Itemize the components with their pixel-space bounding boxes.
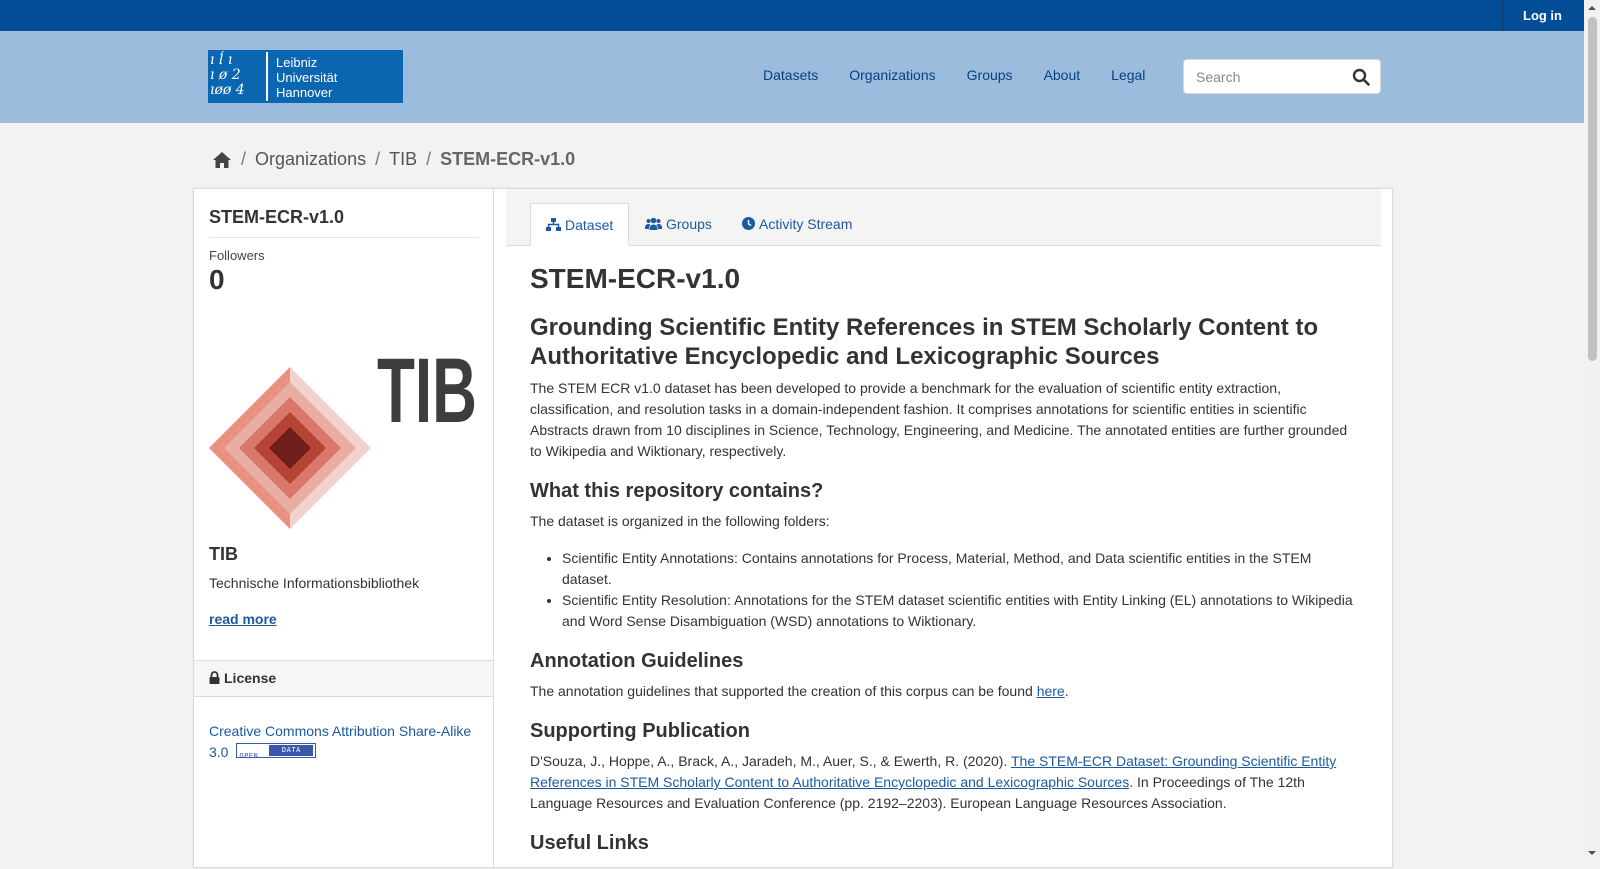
breadcrumb-separator: / [426, 149, 432, 169]
home-icon[interactable] [212, 150, 232, 170]
logo-divider [266, 52, 268, 101]
guidelines-link[interactable]: here [1036, 683, 1065, 699]
nav-legal[interactable]: Legal [1111, 67, 1146, 83]
tab-dataset[interactable] [530, 203, 629, 246]
university-logo[interactable] [208, 50, 403, 103]
list-item: • Scientific Entity Annotations: Contains annotations for Process, Material, Method, and Data scientific entities in the STEM dataset. [562, 548, 1355, 590]
tab-label: Activity Stream [759, 216, 853, 232]
sidebar [194, 189, 494, 869]
breadcrumb-organizations[interactable]: Organizations [255, 149, 367, 169]
nav-datasets[interactable]: Datasets [763, 67, 819, 83]
search-box [1183, 59, 1381, 94]
publication-authors: D'Souza, J., Hoppe, A., Brack, A., Jaradeh, M., Auer, S., & Ewerth, R. (2020). [530, 753, 1011, 769]
clock-icon [742, 217, 755, 230]
followers-count: 0 [209, 264, 225, 295]
main-nav [763, 67, 1176, 83]
tab-label: Groups [666, 216, 712, 232]
tib-logo[interactable] [209, 340, 479, 529]
guidelines-paragraph [530, 681, 1355, 702]
folder-list [530, 548, 1355, 632]
tab-activity-stream[interactable] [742, 203, 852, 246]
masthead [0, 31, 1584, 123]
scroll-up-icon[interactable] [1587, 3, 1597, 13]
publication-heading: Supporting Publication [530, 720, 750, 742]
scrollbar-thumb[interactable] [1588, 17, 1597, 361]
guidelines-text: The annotation guidelines that supported the creation of this corpus can be found [530, 683, 1037, 699]
scroll-down-icon[interactable] [1587, 848, 1597, 858]
guidelines-heading: Annotation Guidelines [530, 650, 744, 672]
logo-line: Universität [276, 70, 338, 85]
breadcrumb [212, 149, 575, 170]
logo-mark-line: ı ĺ ı [210, 52, 233, 68]
top-bar [0, 0, 1584, 31]
guidelines-end: . [1064, 683, 1069, 699]
nav-groups[interactable]: Groups [966, 67, 1013, 83]
nav-about[interactable]: About [1043, 67, 1081, 83]
list-item: • Scientific Entity Resolution: Annotations for the STEM dataset scientific entities with Entity Linking (EL) annotations to Wikipedia and Word Sense Disambiguation (WSD) annotations to Wiktionary. [562, 590, 1355, 632]
sidebar-title: STEM-ECR-v1.0 [209, 207, 479, 238]
logo-mark-line: ı ø 2 [210, 67, 241, 83]
license-link[interactable]: Creative Commons Attribution Share-Alike 3.0 [209, 723, 472, 760]
license-heading-label: License [224, 670, 277, 686]
publication-rest: . In Proceedings of The 12th Language Resources and Evaluation Conference (pp. 2192–2203). European Language Resources Association. [530, 774, 1305, 811]
org-description: Technische Informationsbibliothek [209, 575, 420, 591]
dataset-content [530, 261, 1355, 863]
dataset-title: STEM-ECR-v1.0 [530, 263, 741, 294]
breadcrumb-separator: / [241, 149, 247, 169]
nav-organizations[interactable]: Organizations [849, 67, 936, 83]
open-data-badge-label: OPEN [239, 752, 259, 760]
login-link[interactable]: Log in [1502, 0, 1584, 31]
publication-paragraph [530, 751, 1355, 814]
tab-label: Dataset [565, 217, 614, 233]
open-data-badge-label: DATA [269, 745, 313, 756]
publication-link[interactable]: The STEM-ECR Dataset: Grounding Scientific Entity References in STEM Scholarly Content to Authoritative Encyclopedic and Lexicographic Sources [530, 753, 1337, 790]
breadcrumb-separator: / [375, 149, 381, 169]
main-panel [193, 188, 1393, 868]
contains-intro: The dataset is organized in the following folders: [530, 513, 830, 529]
org-name: TIB [209, 544, 238, 564]
tab-groups[interactable] [645, 203, 712, 246]
tabs-bar [506, 189, 1381, 246]
contains-heading: What this repository contains? [530, 480, 824, 502]
license-info [209, 721, 481, 763]
logo-text [276, 55, 337, 100]
logo-line: Hannover [276, 85, 333, 100]
sitemap-icon [546, 218, 561, 231]
logo-line: Leibniz [276, 55, 318, 70]
breadcrumb-tib[interactable]: TIB [389, 149, 418, 169]
followers-label: Followers [209, 248, 265, 263]
users-icon [645, 217, 662, 230]
lock-icon [209, 671, 220, 684]
license-heading [194, 660, 493, 697]
search-icon[interactable] [1352, 68, 1370, 86]
dataset-heading: Grounding Scientific Entity References in STEM Scholarly Content to Authoritative Encyclopedic and Lexicographic Sources [530, 314, 1319, 370]
breadcrumb-current[interactable]: STEM-ECR-v1.0 [440, 149, 576, 169]
read-more-link[interactable]: read more [209, 611, 277, 627]
search-input[interactable] [1184, 60, 1344, 93]
tib-logo-text: TIB [377, 340, 477, 442]
open-data-badge[interactable] [236, 743, 316, 758]
logo-mark-line: ıøø 4 [210, 82, 245, 98]
useful-links-heading: Useful Links [530, 832, 649, 854]
dataset-intro: The STEM ECR v1.0 dataset has been developed to provide a benchmark for the evaluation of scientific entity extraction, classification, and resolution tasks in a domain-independent fashion. It comprises annotations for scientific entities in scientific Abstracts drawn from 10 disciplines in Science, Technology, Engineering, and Medicine. The annotated entities are further grounded to Wikipedia and Wiktionary, respectively. [530, 380, 1348, 459]
logo-mark [210, 53, 266, 100]
